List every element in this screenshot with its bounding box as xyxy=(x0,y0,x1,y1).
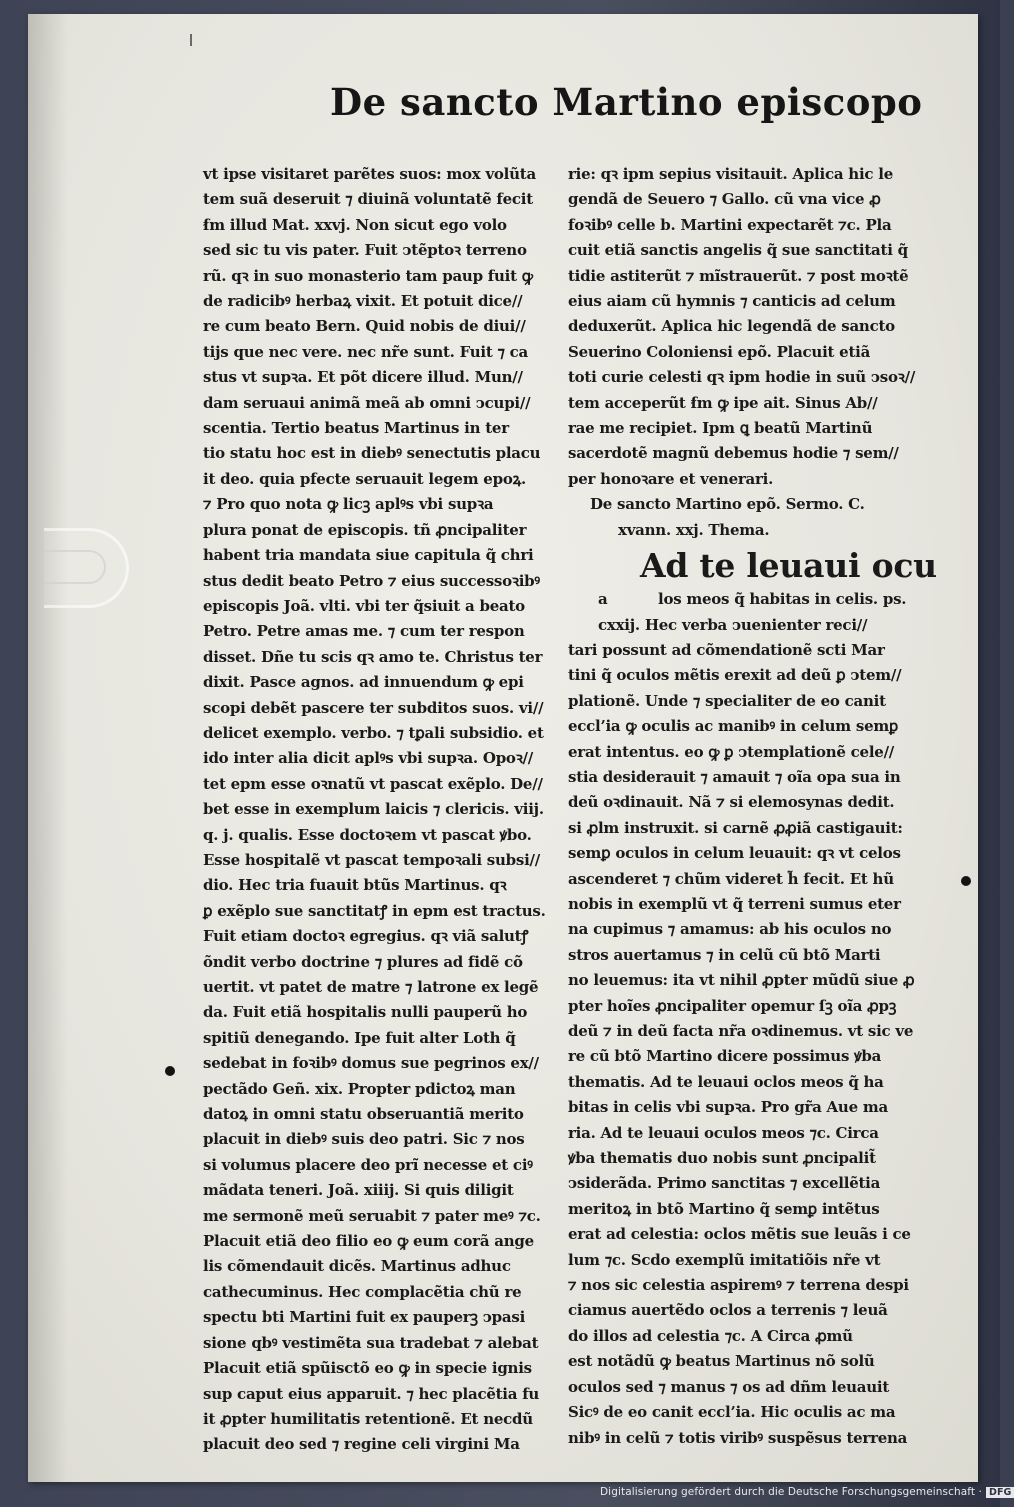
text-line: Seuerino Coloniensi epõ. Placuit etiã xyxy=(568,342,871,361)
sermon-number: xvann. xxj. Thema. xyxy=(618,520,770,539)
text-line: cxxij. Hec verba ↄuenienter reci// xyxy=(598,615,868,634)
text-line: stros auertamus ⁊ in celũ cũ btõ Marti xyxy=(568,945,881,964)
text-line: it ꝓpter humilitatis retentionẽ. Et necdũ xyxy=(203,1409,533,1428)
text-line: dixit. Pasce agnos. ad innuendum ꝙ epi xyxy=(203,673,524,692)
text-line: tini q̃ oculos mẽtis erexit ad deũ ꝑ ↄtem// xyxy=(568,666,902,685)
sermon-title: De sancto Martino epõ. Sermo. C. xyxy=(590,495,865,514)
text-line: sacerdotẽ magnũ debemus hodie ⁊ sem// xyxy=(568,444,899,463)
right-text-column xyxy=(568,162,937,1451)
text-line: spitiũ denegando. Ipe fuit alter Loth q̃ xyxy=(203,1028,516,1047)
sewing-hole-right xyxy=(961,876,971,886)
text-line: eius aiam cũ hymnis ⁊ canticis ad celum xyxy=(568,292,896,311)
text-line: tem suã deseruit ⁊ diuinã voluntatẽ fecit xyxy=(203,190,533,209)
text-line: tet epm esse oꝛnatũ vt pascat exẽplo. De// xyxy=(203,774,543,793)
text-line: me sermonẽ meũ seruabit ⁊ pater meꝰ ⁊c. xyxy=(203,1206,541,1225)
text-line: scentia. Tertio beatus Martinus in ter xyxy=(203,419,509,438)
page-gutter-shadow xyxy=(28,14,68,1482)
text-line: deũ ⁊ in deũ facta nr̃a oꝛdinemus. vt sic ve xyxy=(568,1022,914,1040)
text-line: si volumus placere deo prĩ necesse et ciꝰ xyxy=(203,1155,533,1174)
text-line: gendã de Seuero ⁊ Gallo. cũ vna vice ꝓ xyxy=(568,190,881,209)
text-line: Esse hospitalẽ vt pascat tempoꝛali subsi// xyxy=(203,850,540,869)
dfg-logo: DFG xyxy=(986,1487,1014,1498)
text-line: tem acceperũt ẜm ꝙ ipe ait. Sinus Ab// xyxy=(568,393,878,412)
text-line: sedebat in foꝛibꝰ domus sue pegrinos ex// xyxy=(203,1054,539,1073)
text-line: semꝑ oculos in celum leuauit: qꝛ vt celos xyxy=(568,844,901,863)
text-line: re cum beato Bern. Quid nobis de diui// xyxy=(203,317,526,336)
text-line: tio statu hoc est in diebꝰ senectutis placu xyxy=(203,444,541,463)
text-line: cuit etiã sanctis angelis q̃ sue sanctitati q̃ xyxy=(568,241,908,260)
text-line: tijs que nec vere. nec nr̃e sunt. Fuit ⁊ ca xyxy=(203,342,529,361)
text-line: si ꝓlm instruxit. si carnẽ ꝓꝓiã castigauit: xyxy=(568,818,903,837)
text-line: õndit verbo doctrine ⁊ plures ad fidẽ cõ xyxy=(203,952,523,971)
text-line: scopi debẽt pascere ter subditos suos. vi// xyxy=(203,698,544,717)
sewing-hole-left xyxy=(165,1066,175,1076)
text-line: de radicibꝰ herbaꝝ vixit. Et potuit dice// xyxy=(203,292,523,311)
text-line: no leuemus: ita vt nihil ꝓpter mũdũ siue ꝓ xyxy=(568,971,915,990)
text-line: placuit deo sed ⁊ regine celi virgini Ma xyxy=(203,1435,520,1454)
text-line: ↄsiderãda. Primo sanctitas ⁊ excellẽtia xyxy=(568,1174,881,1193)
running-heading: De sancto Martino episcopo xyxy=(330,80,923,124)
text-line: re cũ btõ Martino dicere possimus ꝟba xyxy=(568,1047,882,1066)
text-line: cathecuminus. Hec complacẽtia chũ re xyxy=(203,1282,522,1301)
text-line: dio. Hec tria fuauit btũs Martinus. qꝛ xyxy=(203,876,507,895)
text-line: nibꝰ in celũ ⁊ totis viribꝰ suspẽsus terrena xyxy=(568,1428,908,1447)
text-line: deũ oꝛdinauit. Nã ⁊ si elemosynas dedit. xyxy=(568,793,895,812)
text-line: episcopis Joã. vlti. vbi ter q̃siuit a beato xyxy=(203,596,525,615)
dfg-footer xyxy=(600,1486,1012,1506)
text-line: habent tria mandata siue capitula q̃ chri xyxy=(203,546,534,565)
text-line: plationẽ. Unde ⁊ specialiter de eo canit xyxy=(568,691,886,710)
text-line: tidie astiterũt ⁊ mĩstrauerũt. ⁊ post moꝛtẽ xyxy=(568,266,909,285)
text-line: oculos sed ⁊ manus ⁊ os ad dñm leuauit xyxy=(568,1377,890,1396)
text-line: bitas in celis vbi supꝛa. Pro gr̃a Aue ma xyxy=(568,1098,888,1117)
text-line: lis cõmendauit dicẽs. Martinus adhuc xyxy=(203,1257,511,1276)
text-line: Placuit etiã deo filio eo ꝙ eum corã ange xyxy=(203,1232,534,1251)
text-line: erat intentus. eo ꝙ ꝑ ↄtemplationẽ cele// xyxy=(568,742,895,761)
text-line: nobis in exemplũ vt q̃ terreni sumus eter xyxy=(568,894,901,913)
text-line: ria. Ad te leuaui oculos meos ⁊c. Circa xyxy=(568,1123,879,1142)
text-line: stus vt supꝛa. Et põt dicere illud. Mun// xyxy=(203,368,523,387)
first-line-text: los meos q̃ habitas in celis. ps. xyxy=(658,590,907,609)
text-line: rũ. qꝛ in suo monasterio tam paup fuit ꝙ xyxy=(203,266,533,285)
sermon-theme: Ad te leuaui ocu xyxy=(640,546,937,586)
text-line: eccl’ia ꝙ oculis ac manibꝰ in celum semꝑ xyxy=(568,717,898,736)
text-line: deduxerũt. Aplica hic legendã de sancto xyxy=(568,317,895,336)
text-line: lum ⁊c. Scdo exemplũ imitatiõis nr̃e vt xyxy=(568,1250,881,1269)
text-line: tari possunt ad cõmendationẽ scti Mar xyxy=(568,640,885,659)
sermon-first-line xyxy=(568,587,908,612)
text-line: placuit in diebꝰ suis deo patri. Sic ⁊ nos xyxy=(203,1130,525,1149)
text-line: uertit. vt patet de matre ⁊ latrone ex legẽ xyxy=(203,978,539,996)
text-line: Placuit etiã spũisctõ eo ꝙ in specie ignis xyxy=(203,1359,532,1378)
text-line: pter hoĩes ꝓncipaliter opemur ſꝫ oĩa ꝓpꝫ xyxy=(568,996,897,1015)
text-line: Sicꝰ de eo canit eccl’ia. Hic oculis ac ma xyxy=(568,1403,896,1422)
text-line: plura ponat de episcopis. tñ ꝓncipaliter xyxy=(203,520,527,539)
text-line: vt ipse visitaret parẽtes suos: mox volũta xyxy=(203,165,536,183)
text-line: pectãdo Geñ. xix. Propter pdictoꝝ man xyxy=(203,1079,516,1098)
text-line: ẜm illud Mat. xxvj. Non sicut ego volo xyxy=(203,215,507,234)
text-line: per honoꝛare et venerari. xyxy=(568,469,774,488)
text-line: rie: qꝛ ipm sepius visitauit. Aplica hic le xyxy=(568,165,893,183)
text-line: do illos ad celestia ⁊c. A Circa ꝓmũ xyxy=(568,1326,853,1345)
text-line: disset. Dñe tu scis qꝛ amo te. Christus ter xyxy=(203,647,543,666)
text-line: delicet exemplo. verbo. ⁊ tꝑali subsidio. et xyxy=(203,723,544,742)
text-line: ꝑ exẽplo sue sanctitatꝭ in epm est tractus. xyxy=(203,901,546,920)
text-line: stia desiderauit ⁊ amauit ⁊ oĩa opa sua in xyxy=(568,767,901,786)
text-line: Petro. Petre amas me. ⁊ cum ter respon xyxy=(203,622,525,641)
page-clip-inner xyxy=(44,550,106,584)
text-line: sup caput eius apparuit. ⁊ hec placẽtia fu xyxy=(203,1384,540,1403)
left-text-column xyxy=(203,162,546,1458)
text-line: ⁊ Pro quo nota ꝙ licꝫ aplꝰs vbi supꝛa xyxy=(203,495,494,514)
text-line: ꝟba thematis duo nobis sunt ꝓncipalit̃ xyxy=(568,1149,876,1168)
text-line: ido inter alia dicit aplꝰs vbi supꝛa. Opoꝛ// xyxy=(203,749,534,768)
guide-letter: a xyxy=(598,590,608,609)
text-line: na cupimus ⁊ amamus: ab his oculos no xyxy=(568,920,892,939)
text-line: ascenderet ⁊ chũm videret h̃ fecit. Et hũ xyxy=(568,869,894,888)
text-line: Fuit etiam doctoꝛ egregius. qꝛ viã salutꝭ xyxy=(203,927,529,946)
text-line: rae me recipiet. Ipm ꝗ beatũ Martinũ xyxy=(568,419,873,438)
text-line: it deo. quia pfecte seruauit legem epoꝝ. xyxy=(203,469,526,488)
text-line: q. j. qualis. Esse doctoꝛem vt pascat ꝟbo. xyxy=(203,825,532,844)
text-line: ciamus auertẽdo oclos a terrenis ⁊ leuã xyxy=(568,1301,888,1320)
text-line: da. Fuit etiã hospitalis nulli pauperũ ho xyxy=(203,1003,528,1022)
text-line: meritoꝝ in btõ Martino q̃ semꝑ intẽtus xyxy=(568,1199,880,1218)
text-line: toti curie celesti qꝛ ipm hodie in suũ ↄsoꝛ// xyxy=(568,368,916,387)
text-line: dam seruaui animã meã ab omni ↄcupi// xyxy=(203,393,531,412)
page-edge-mark xyxy=(190,34,192,46)
text-line: est notãdũ ꝙ beatus Martinus nõ solũ xyxy=(568,1352,875,1371)
text-line: erat ad celestia: oclos mẽtis sue leuãs i ce xyxy=(568,1225,911,1244)
text-line: mãdata teneri. Joã. xiiij. Si quis diligit xyxy=(203,1181,514,1200)
text-line: sed sic tu vis pater. Fuit ↄtẽptoꝛ terreno xyxy=(203,241,527,260)
text-line: sione qbꝰ vestimẽta sua tradebat ⁊ alebat xyxy=(203,1333,539,1352)
text-line: datoꝝ in omni statu obseruantiã merito xyxy=(203,1105,524,1124)
text-line: thematis. Ad te leuaui oclos meos q̃ ha xyxy=(568,1072,884,1091)
text-line: spectu bti Martini fuit ex pauperꝫ ↄpasi xyxy=(203,1308,526,1327)
text-line: ⁊ nos sic celestia aspiremꝰ ⁊ terrena despi xyxy=(568,1276,909,1295)
footer-text: Digitalisierung gefördert durch die Deutsche Forschungsgemeinschaft · xyxy=(600,1486,982,1498)
text-line: stus dedit beato Petro ⁊ eius successoꝛibꝰ xyxy=(203,571,540,590)
text-line: foꝛibꝰ celle b. Martini expectarẽt ⁊c. Pla xyxy=(568,215,892,234)
text-line: bet esse in exemplum laicis ⁊ clericis. viij. xyxy=(203,800,544,819)
